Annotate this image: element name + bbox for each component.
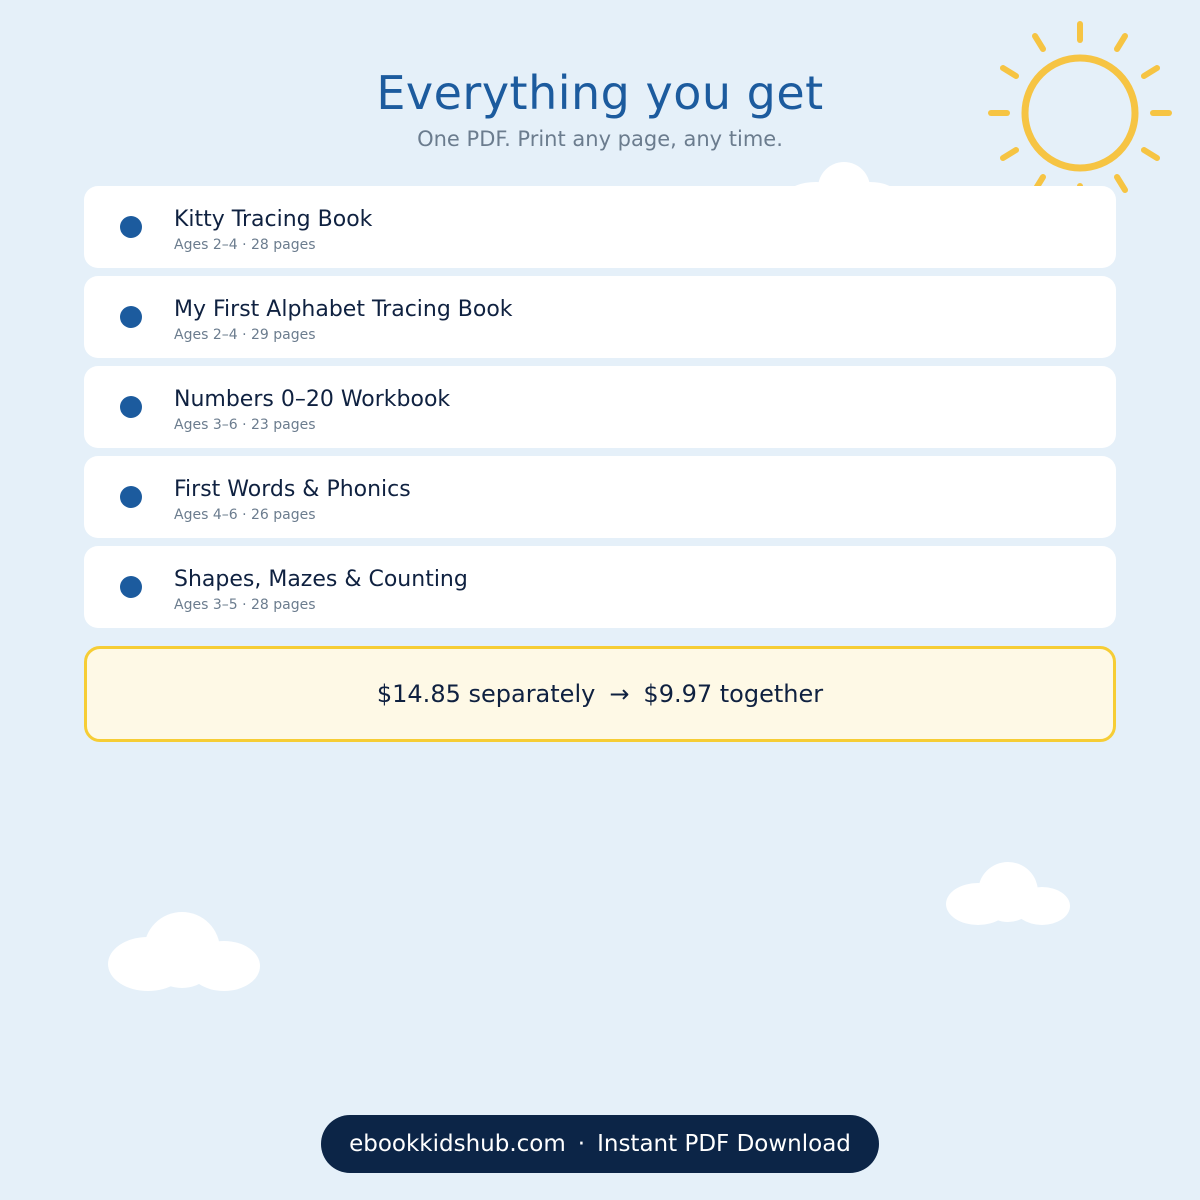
- list-item: [84, 276, 1116, 358]
- cloud-icon: [946, 860, 1072, 928]
- item-name: Kitty Tracing Book: [174, 207, 373, 232]
- item-meta: Ages 3–5 · 28 pages: [174, 597, 316, 613]
- footer-site: ebookkidshub.com: [349, 1131, 566, 1157]
- list-item: [84, 186, 1116, 268]
- list-item: [84, 366, 1116, 448]
- footer-banner: [321, 1115, 879, 1173]
- bullet-dot-icon: [120, 306, 142, 328]
- arrow-right-icon: →: [609, 680, 630, 708]
- price-comparison-box: [84, 646, 1116, 742]
- footer-tagline: Instant PDF Download: [597, 1131, 851, 1157]
- item-meta: Ages 3–6 · 23 pages: [174, 417, 316, 433]
- cloud-icon: [106, 910, 262, 994]
- item-name: First Words & Phonics: [174, 477, 411, 502]
- item-meta: Ages 4–6 · 26 pages: [174, 507, 316, 523]
- bullet-dot-icon: [120, 216, 142, 238]
- page-subtitle: One PDF. Print any page, any time.: [417, 127, 783, 151]
- price-together: $9.97 together: [643, 680, 824, 708]
- page-title: Everything you get: [376, 66, 824, 120]
- item-meta: Ages 2–4 · 28 pages: [174, 237, 316, 253]
- item-meta: Ages 2–4 · 29 pages: [174, 327, 316, 343]
- bullet-dot-icon: [120, 396, 142, 418]
- product-list: [84, 186, 1116, 636]
- price-separately: $14.85 separately: [376, 680, 596, 708]
- list-item: [84, 546, 1116, 628]
- bullet-dot-icon: [120, 576, 142, 598]
- item-name: Numbers 0–20 Workbook: [174, 387, 451, 412]
- footer-separator: ·: [577, 1131, 586, 1157]
- item-name: Shapes, Mazes & Counting: [174, 567, 468, 592]
- item-name: My First Alphabet Tracing Book: [174, 297, 513, 322]
- list-item: [84, 456, 1116, 538]
- bullet-dot-icon: [120, 486, 142, 508]
